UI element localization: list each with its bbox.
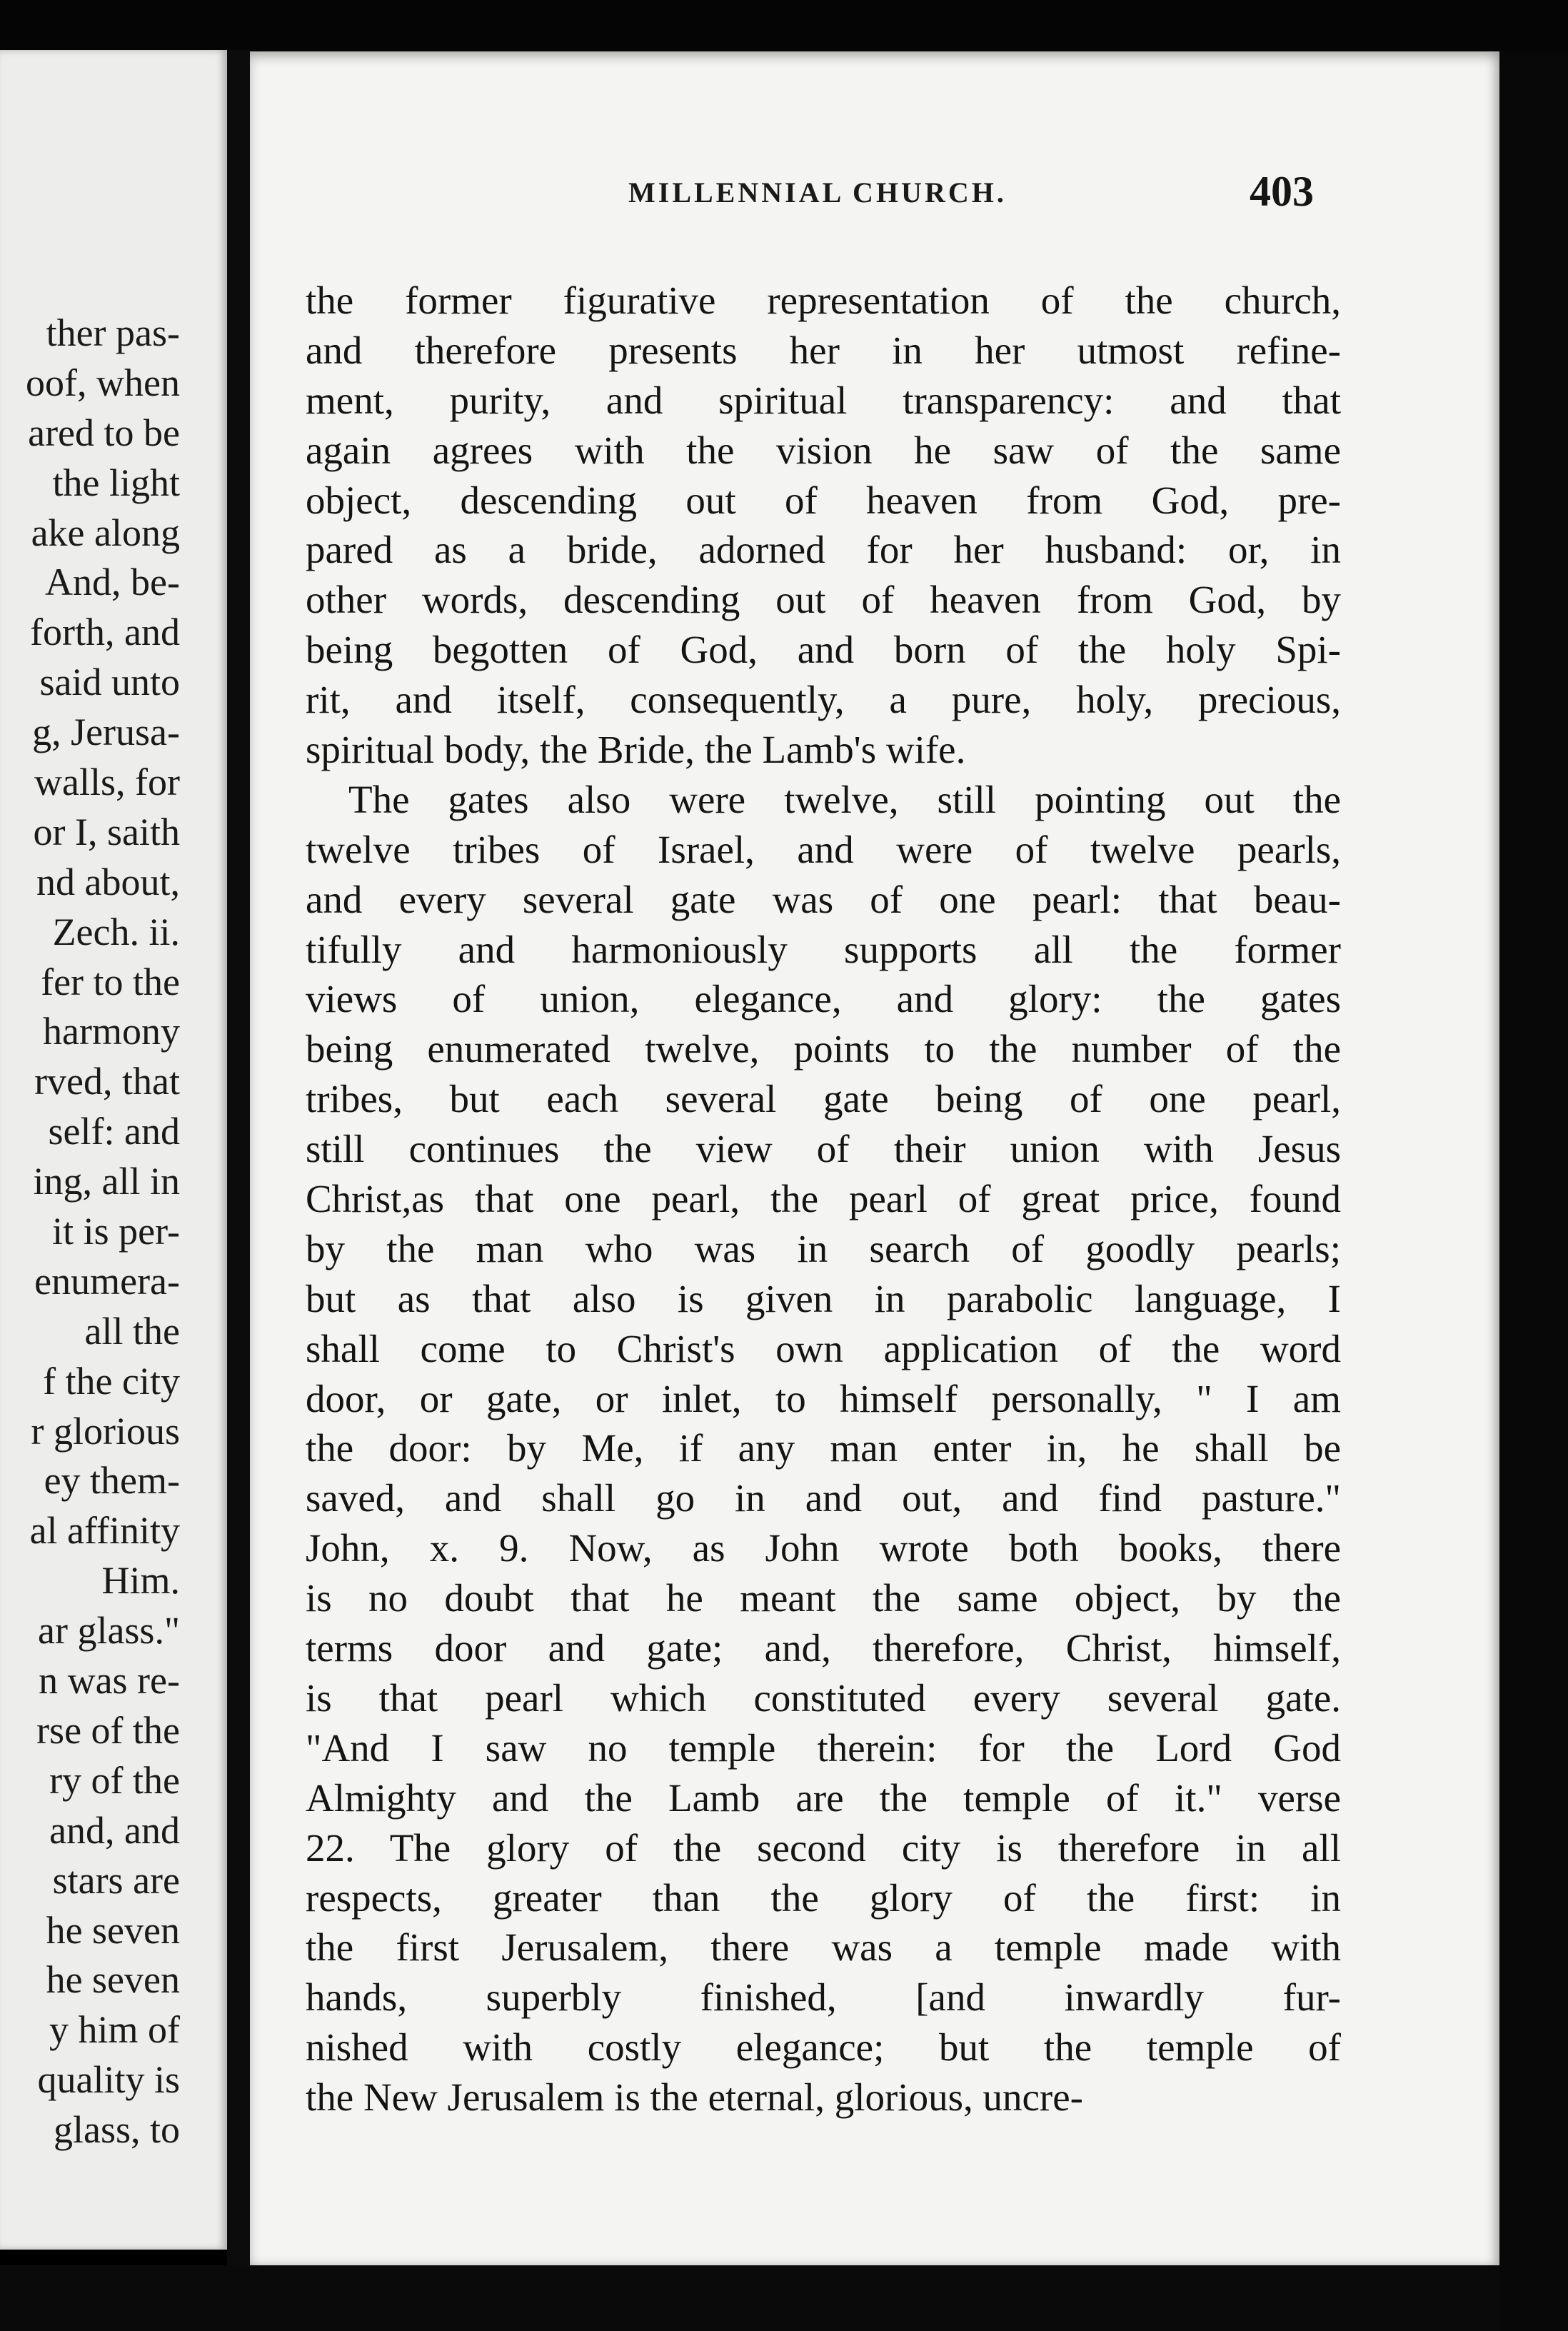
facing-page-line: And, be- bbox=[45, 561, 180, 604]
facing-page-line: quality is bbox=[37, 2058, 180, 2102]
facing-page-line: ey them- bbox=[44, 1459, 180, 1503]
facing-page-line: he seven bbox=[46, 1908, 180, 1952]
facing-page-line: glass, to bbox=[53, 2108, 180, 2152]
facing-page-line: all the bbox=[84, 1309, 180, 1353]
facing-page-line: walls, for bbox=[34, 761, 180, 804]
facing-page-line: rse of the bbox=[36, 1708, 180, 1752]
text-line: being enumerated twelve, points to the number of the bbox=[306, 1027, 1341, 1071]
text-line: tribes, but each several gate being of one pearl, bbox=[306, 1077, 1341, 1121]
text-line: Christ,as that one pearl, the pearl of great price, found bbox=[306, 1177, 1341, 1221]
text-line: twelve tribes of Israel, and were of twelve pearls, bbox=[306, 827, 1341, 871]
text-line: still continues the view of their union with Jesus bbox=[306, 1127, 1341, 1171]
body-text bbox=[306, 276, 1341, 2122]
facing-page-line: g, Jerusa- bbox=[32, 711, 180, 754]
text-line: door, or gate, or inlet, to himself personally, " I am bbox=[306, 1376, 1341, 1420]
text-line: and every several gate was of one pearl: that beau- bbox=[306, 877, 1341, 921]
text-line: Almighty and the Lamb are the temple of it." verse bbox=[306, 1775, 1341, 1820]
facing-page-line: Zech. ii. bbox=[52, 910, 180, 953]
facing-page-line: ry of the bbox=[49, 1758, 180, 1802]
facing-page-line: nd about, bbox=[36, 860, 180, 903]
facing-page-line: forth, and bbox=[30, 611, 180, 654]
text-line: but as that also is given in parabolic language, I bbox=[306, 1276, 1341, 1320]
facing-page-line: he seven bbox=[46, 1958, 180, 2002]
facing-page-line: Him. bbox=[101, 1559, 180, 1603]
text-line: shall come to Christ's own application of the word bbox=[306, 1326, 1341, 1370]
text-line: the New Jerusalem is the eternal, glorious, uncre- bbox=[306, 2075, 1083, 2120]
text-line: hands, superbly finished, [and inwardly fur- bbox=[306, 1975, 1341, 2020]
text-line: views of union, elegance, and glory: the gates bbox=[306, 977, 1341, 1021]
text-line: being begotten of God, and born of the holy Spi- bbox=[306, 628, 1341, 672]
running-title: MILLENNIAL CHURCH. bbox=[628, 176, 1007, 209]
facing-page-line: harmony bbox=[43, 1010, 180, 1053]
facing-page-text-column bbox=[26, 309, 180, 2155]
facing-page-line: or I, saith bbox=[33, 810, 180, 853]
text-line: the first Jerusalem, there was a temple made with bbox=[306, 1925, 1341, 1970]
facing-page-line: y him of bbox=[49, 2008, 180, 2052]
facing-page-fragment bbox=[0, 50, 227, 2250]
text-line: 22. The glory of the second city is therefore in all bbox=[306, 1825, 1341, 1870]
text-line: spiritual body, the Bride, the Lamb's wife. bbox=[306, 728, 966, 772]
facing-page-line: ar glass." bbox=[38, 1609, 180, 1653]
text-line: by the man who was in search of goodly pearls; bbox=[306, 1226, 1341, 1270]
facing-page-line: ing, all in bbox=[33, 1160, 180, 1203]
facing-page-line: stars are bbox=[52, 1858, 180, 1902]
text-line: ment, purity, and spiritual transparency: and that bbox=[306, 378, 1341, 422]
text-line: the former figurative representation of the church, bbox=[306, 279, 1341, 322]
facing-page-line: it is per- bbox=[52, 1210, 180, 1253]
text-line: is that pearl which constituted every several gate. bbox=[306, 1675, 1341, 1720]
facing-page-line: self: and bbox=[48, 1110, 180, 1153]
facing-page-line: and, and bbox=[49, 1808, 180, 1852]
facing-page-line: n was re- bbox=[39, 1659, 180, 1703]
text-line: other words, descending out of heaven from God, by bbox=[306, 578, 1341, 622]
text-line: and therefore presents her in her utmost refine- bbox=[306, 328, 1341, 372]
facing-page-line: the light bbox=[52, 461, 180, 504]
facing-page-line: ake along bbox=[31, 511, 180, 554]
facing-page-line: rved, that bbox=[34, 1060, 180, 1103]
facing-page-line: enumera- bbox=[34, 1259, 180, 1303]
text-line: again agrees with the vision he saw of the same bbox=[306, 428, 1341, 472]
text-line: "And I saw no temple therein: for the Lord God bbox=[306, 1725, 1341, 1770]
text-line: terms door and gate; and, therefore, Christ, himself, bbox=[306, 1626, 1341, 1670]
book-gutter bbox=[227, 50, 250, 2278]
facing-page-line: ared to be bbox=[28, 411, 180, 454]
text-line: the door: by Me, if any man enter in, he shall be bbox=[306, 1426, 1341, 1470]
facing-page-line: oof, when bbox=[26, 361, 180, 404]
facing-page-line: r glorious bbox=[31, 1409, 180, 1453]
text-line: rit, and itself, consequently, a pure, holy, precious, bbox=[306, 678, 1341, 722]
text-line: object, descending out of heaven from God, pre- bbox=[306, 478, 1341, 522]
text-line: respects, greater than the glory of the first: in bbox=[306, 1875, 1341, 1920]
scan-top-border bbox=[0, 0, 1568, 56]
text-line: John, x. 9. Now, as John wrote both books, there bbox=[306, 1526, 1341, 1570]
facing-page-line: f the city bbox=[43, 1359, 180, 1403]
facing-page-line: al affinity bbox=[29, 1509, 180, 1553]
page-number: 403 bbox=[1250, 168, 1314, 215]
text-line: is no doubt that he meant the same object, by the bbox=[306, 1576, 1341, 1620]
text-line: pared as a bride, adorned for her husband: or, in bbox=[306, 528, 1341, 572]
facing-page-line: fer to the bbox=[41, 960, 180, 1003]
scan-right-border bbox=[1499, 51, 1568, 2331]
text-line: tifully and harmoniously supports all the former bbox=[306, 927, 1341, 971]
facing-page-line: said unto bbox=[39, 661, 180, 704]
facing-page-line: ther pas- bbox=[46, 311, 180, 354]
scan-bottom-border bbox=[0, 2265, 1499, 2331]
text-line: saved, and shall go in and out, and find pasture." bbox=[306, 1476, 1341, 1520]
text-line: nished with costly elegance; but the temple of bbox=[306, 2025, 1341, 2070]
text-line: The gates also were twelve, still pointing out the bbox=[348, 777, 1341, 821]
